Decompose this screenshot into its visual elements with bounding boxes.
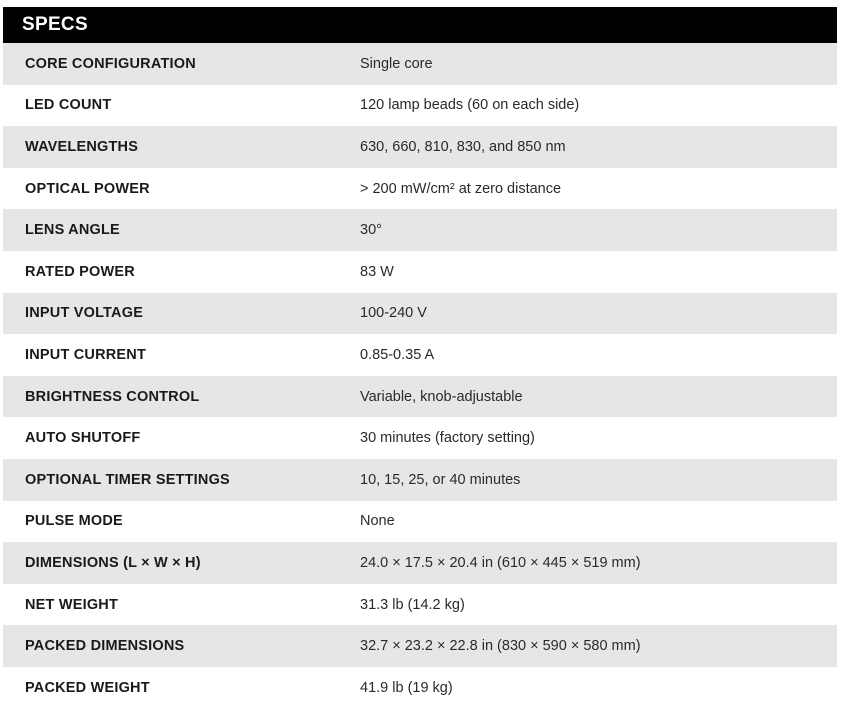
spec-row-optical-power	[3, 168, 837, 210]
spec-label: DIMENSIONS (L × W × H)	[25, 554, 201, 571]
spec-value: Variable, knob-adjustable	[360, 388, 523, 405]
specs-header	[3, 7, 837, 43]
spec-row-rated-power	[3, 251, 837, 293]
spec-value: 120 lamp beads (60 on each side)	[360, 97, 580, 114]
spec-value: 100-240 V	[360, 305, 427, 322]
spec-row-dimensions	[3, 542, 837, 584]
spec-row-pulse-mode	[3, 501, 837, 543]
spec-row-wavelengths	[3, 126, 837, 168]
spec-row-input-voltage	[3, 293, 837, 335]
spec-label: CORE CONFIGURATION	[25, 55, 196, 72]
specs-title: SPECS	[22, 14, 88, 35]
spec-label: AUTO SHUTOFF	[25, 430, 141, 447]
spec-row-led-count	[3, 85, 837, 127]
spec-row-brightness-control	[3, 376, 837, 418]
spec-label: PACKED DIMENSIONS	[25, 638, 185, 655]
spec-value: 30°	[360, 222, 382, 239]
spec-row-auto-shutoff	[3, 417, 837, 459]
spec-value: 0.85-0.35 A	[360, 346, 435, 363]
spec-value: 10, 15, 25, or 40 minutes	[360, 471, 521, 488]
spec-row-optional-timer-settings	[3, 459, 837, 501]
spec-label: OPTIONAL TIMER SETTINGS	[25, 471, 230, 488]
spec-label: LED COUNT	[25, 97, 112, 114]
spec-value: 41.9 lb (19 kg)	[360, 679, 453, 696]
spec-value: 83 W	[360, 263, 394, 280]
spec-label: PACKED WEIGHT	[25, 679, 150, 696]
specs-table	[3, 7, 837, 709]
spec-value: Single core	[360, 55, 433, 72]
spec-value: 31.3 lb (14.2 kg)	[360, 596, 465, 613]
spec-value: 30 minutes (factory setting)	[360, 430, 535, 447]
spec-row-packed-dimensions	[3, 625, 837, 667]
spec-label: LENS ANGLE	[25, 222, 120, 239]
spec-label: RATED POWER	[25, 263, 135, 280]
spec-value: None	[360, 513, 395, 530]
spec-value: 24.0 × 17.5 × 20.4 in (610 × 445 × 519 mm)	[360, 554, 641, 571]
spec-label: OPTICAL POWER	[25, 180, 150, 197]
spec-row-packed-weight	[3, 667, 837, 709]
spec-label: WAVELENGTHS	[25, 138, 139, 155]
spec-row-core-configuration	[3, 43, 837, 85]
spec-row-input-current	[3, 334, 837, 376]
spec-label: BRIGHTNESS CONTROL	[25, 388, 200, 405]
spec-row-lens-angle	[3, 209, 837, 251]
spec-value: 32.7 × 23.2 × 22.8 in (830 × 590 × 580 mm)	[360, 638, 641, 655]
spec-label: INPUT CURRENT	[25, 346, 147, 363]
spec-label: NET WEIGHT	[25, 596, 119, 613]
spec-label: INPUT VOLTAGE	[25, 305, 144, 322]
spec-row-net-weight	[3, 584, 837, 626]
spec-value: > 200 mW/cm² at zero distance	[360, 180, 562, 197]
spec-rows	[3, 43, 837, 709]
spec-value: 630, 660, 810, 830, and 850 nm	[360, 138, 566, 155]
spec-label: PULSE MODE	[25, 513, 123, 530]
